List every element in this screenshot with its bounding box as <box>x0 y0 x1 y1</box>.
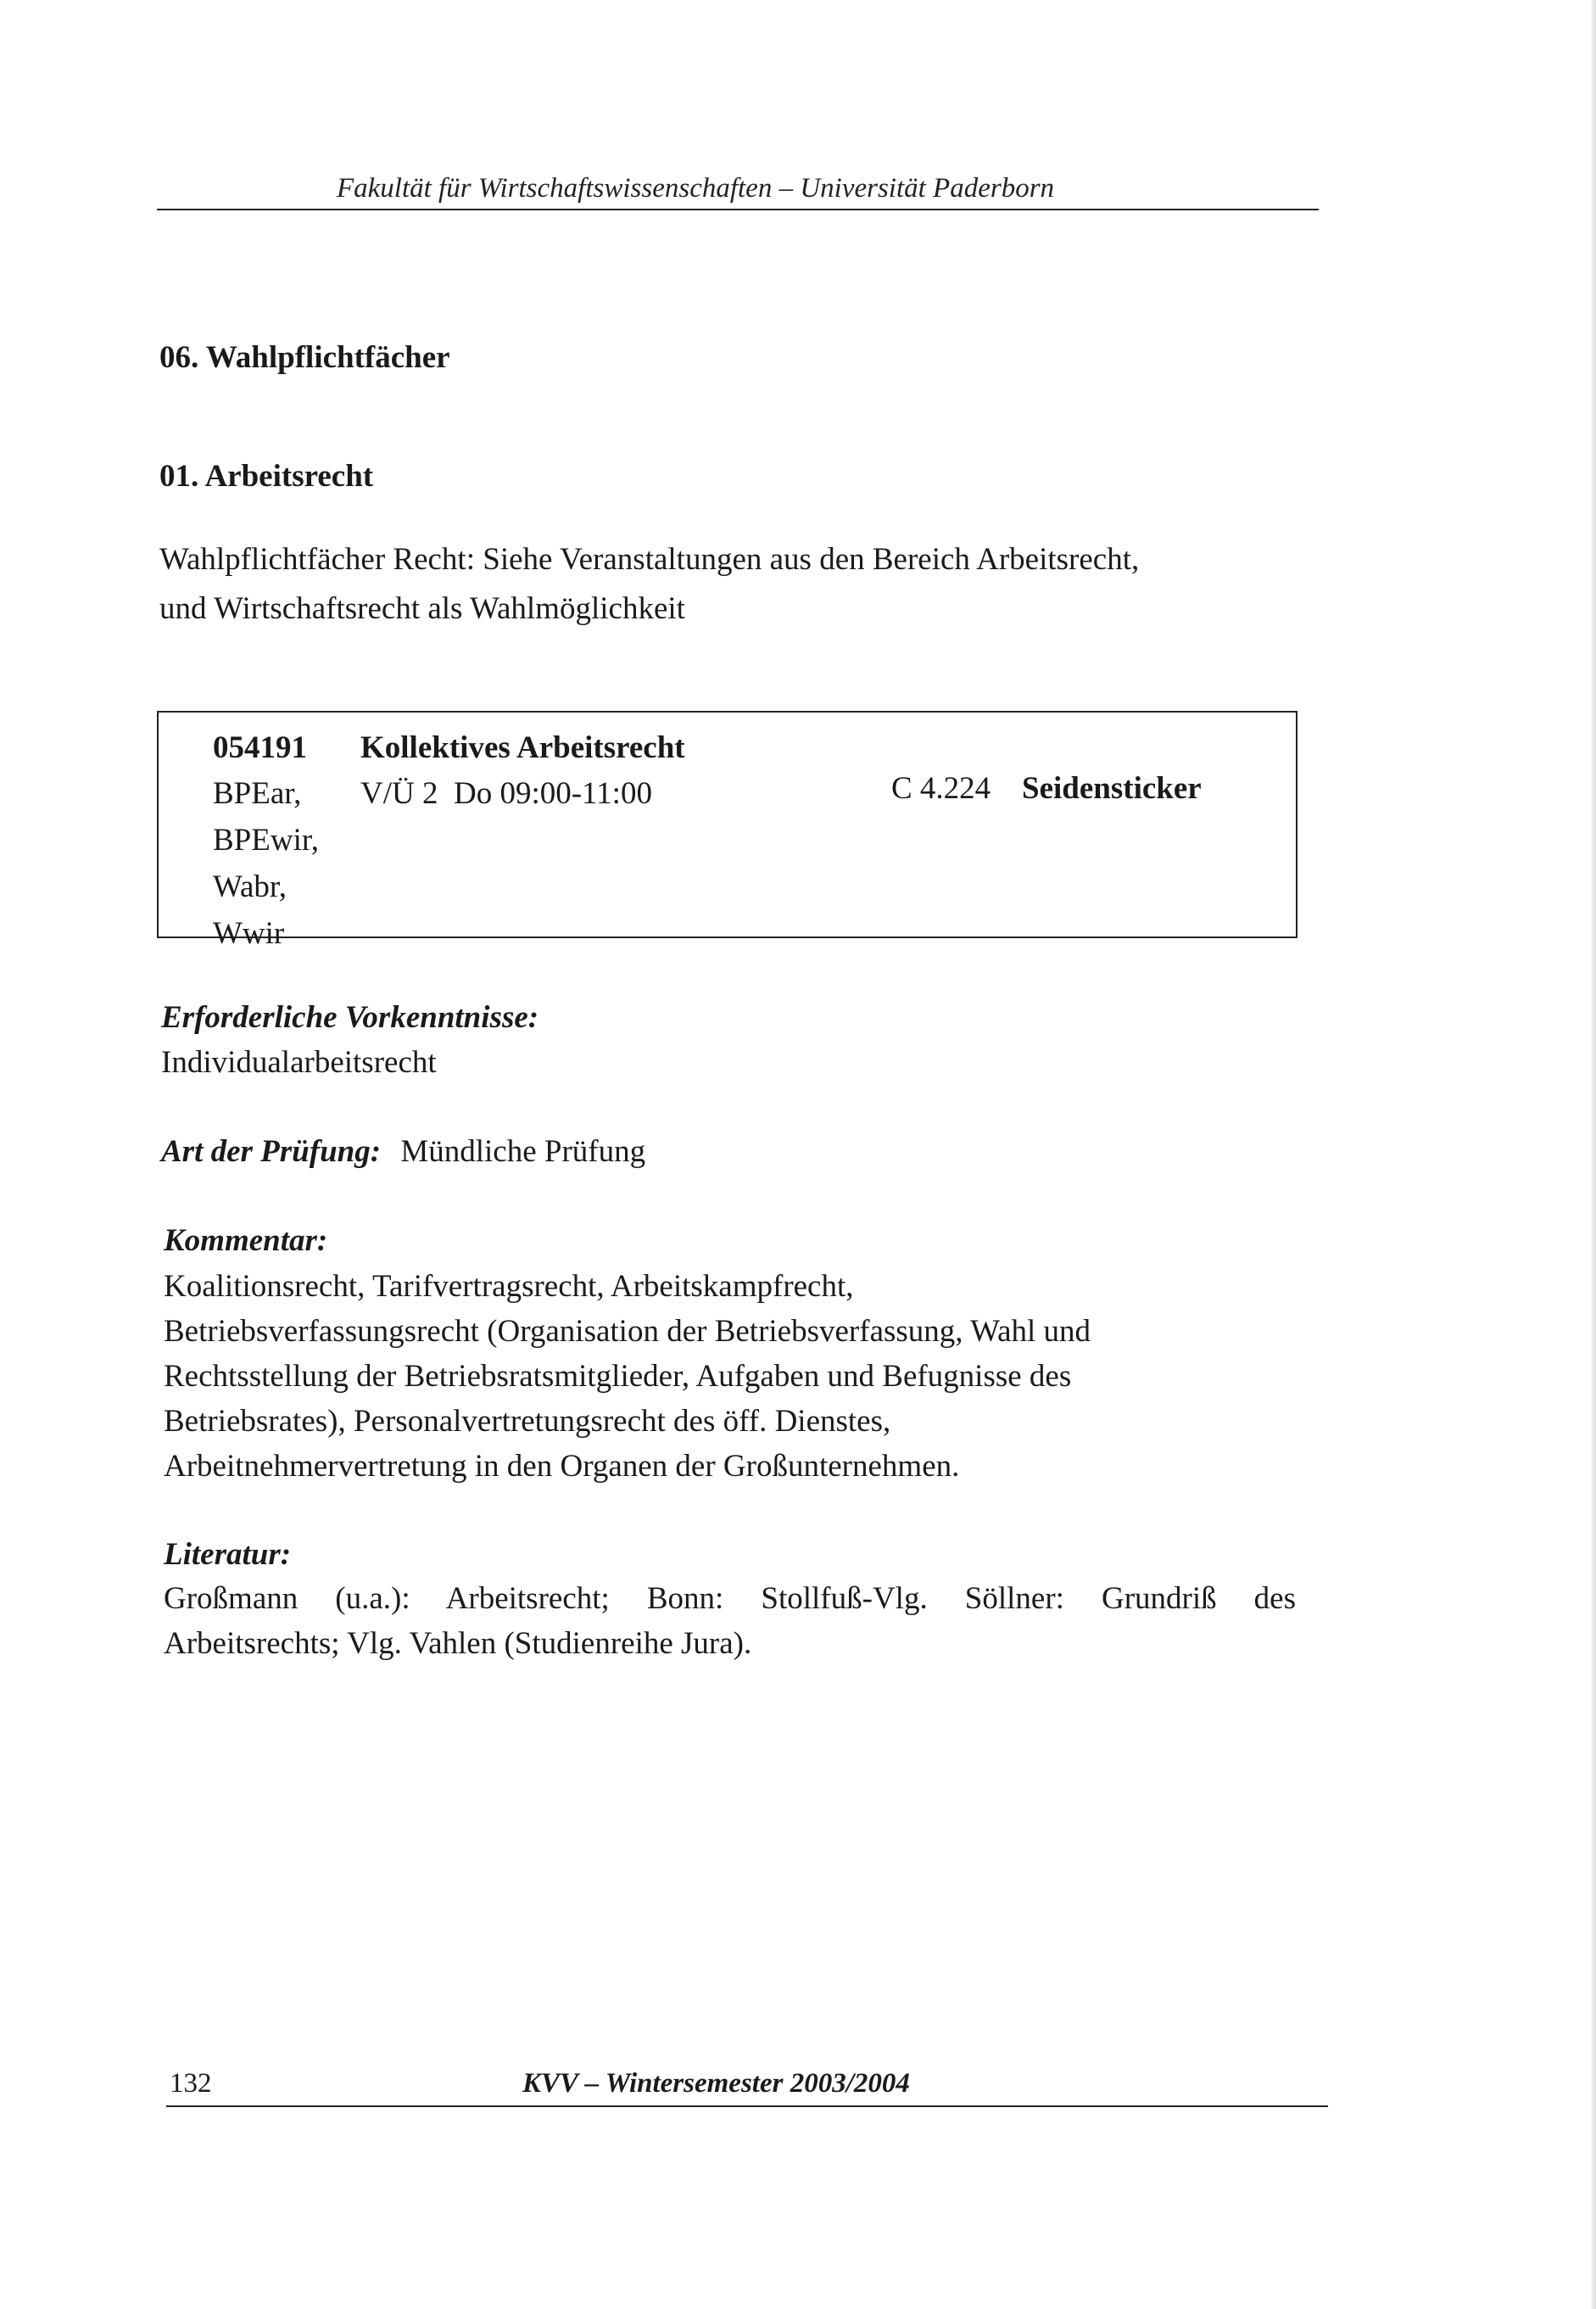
course-schedule: V/Ü 2 Do 09:00-11:00 <box>360 776 652 811</box>
course-title: Kollektives Arbeitsrecht <box>360 730 685 765</box>
exam-value: Mündliche Prüfung <box>400 1134 646 1169</box>
course-room: C 4.224 <box>891 771 991 806</box>
literature-line-1: Großmann (u.a.): Arbeitsrecht; Bonn: Stollfuß-Vlg. Söllner: Grundriß des <box>164 1581 1296 1616</box>
prerequisites-value: Individualarbeitsrecht <box>161 1045 437 1080</box>
page-footer <box>166 2060 1328 2107</box>
comment-line: Koalitionsrecht, Tarifvertragsrecht, Arbeitskampfrecht, <box>164 1269 854 1304</box>
course-code: BPEar, <box>213 776 302 811</box>
exam-label: Art der Prüfung: <box>161 1134 382 1169</box>
intro-line-2: und Wirtschaftsrecht als Wahlmöglichkeit <box>159 591 685 626</box>
course-number: 054191 <box>213 730 307 765</box>
scan-edge <box>1591 0 1596 2309</box>
course-code: Wwir <box>213 916 285 951</box>
literature-line-2: Arbeitsrechts; Vlg. Vahlen (Studienreihe Jura). <box>164 1626 752 1661</box>
course-code: BPEwir, <box>213 823 319 858</box>
page-number: 132 <box>170 2068 212 2099</box>
comment-line: Betriebsverfassungsrecht (Organisation der Betriebsverfassung, Wahl und <box>164 1314 1091 1349</box>
comment-line: Rechtsstellung der Betriebsratsmitglieder, Aufgaben und Befugnisse des <box>164 1359 1072 1394</box>
subsection-heading: 01. Arbeitsrecht <box>159 459 374 494</box>
exam-row <box>161 1128 645 1176</box>
intro-line-1: Wahlpflichtfächer Recht: Siehe Veranstaltungen aus den Bereich Arbeitsrecht, <box>159 542 1140 577</box>
course-code: Wabr, <box>213 869 287 904</box>
header-text: Fakultät für Wirtschaftswissenschaften – Universität Paderborn <box>337 173 1055 204</box>
comment-label: Kommentar: <box>164 1223 328 1258</box>
course-lecturer: Seidensticker <box>1022 771 1202 806</box>
section-heading: 06. Wahlpflichtfächer <box>159 340 450 375</box>
comment-line: Arbeitnehmervertretung in den Organen der Großunternehmen. <box>164 1449 960 1484</box>
literature-label: Literatur: <box>164 1537 292 1572</box>
footer-title: KVV – Wintersemester 2003/2004 <box>522 2068 910 2099</box>
course-codes <box>213 770 319 957</box>
prerequisites-label: Erforderliche Vorkenntnisse: <box>161 1000 539 1035</box>
course-box <box>157 711 1297 951</box>
comment-line: Betriebsrates), Personalvertretungsrecht des öff. Dienstes, <box>164 1404 891 1439</box>
running-header <box>157 168 1319 210</box>
